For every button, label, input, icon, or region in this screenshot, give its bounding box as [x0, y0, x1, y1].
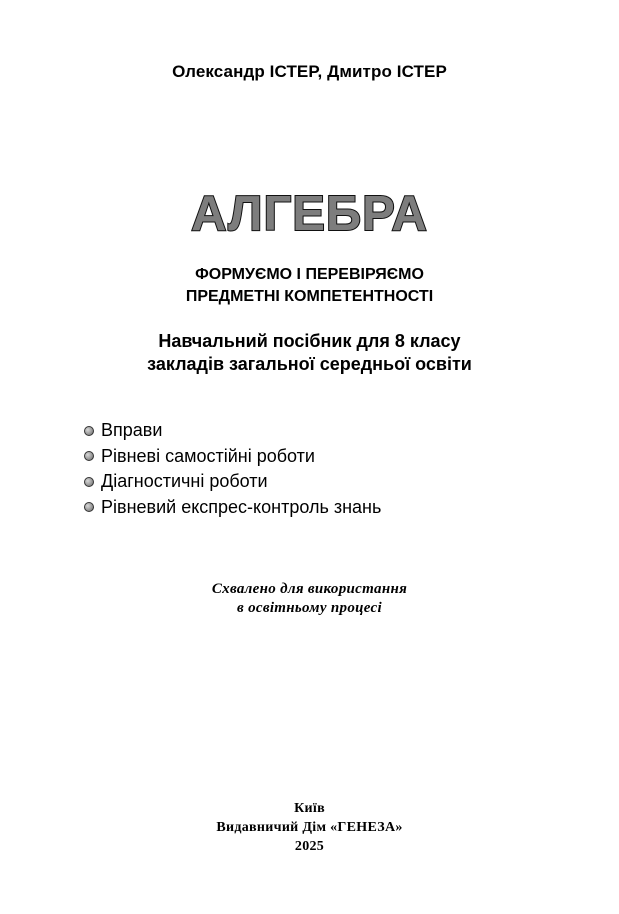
feature-item: [84, 418, 534, 444]
bullet-icon: [84, 477, 94, 487]
bullet-icon: [84, 502, 94, 512]
feature-label: Рівневий експрес-контроль знань: [101, 496, 382, 517]
feature-item: [84, 495, 534, 521]
bullet-icon: [84, 451, 94, 461]
imprint: [0, 799, 619, 856]
feature-label: Діагностичні роботи: [101, 471, 268, 492]
feature-item: [84, 469, 534, 495]
approval-line-2: в освітньому процесі: [237, 600, 382, 616]
imprint-publisher: Видавничий Дім «ГЕНЕЗА»: [216, 820, 403, 835]
manual-description: [0, 330, 619, 376]
imprint-year: 2025: [294, 839, 325, 854]
feature-list: [84, 418, 534, 520]
subtitle: [0, 264, 619, 308]
book-title: АЛГЕБРА: [191, 187, 428, 241]
subtitle-line-2: ПРЕДМЕТНІ КОМПЕТЕНТНОСТІ: [185, 288, 434, 305]
subtitle-line-1: ФОРМУЄМО І ПЕРЕВІРЯЄМО: [195, 266, 424, 283]
manual-line-1: Навчальний посібник для 8 класу: [158, 331, 461, 351]
feature-item: [84, 444, 534, 470]
feature-label: Вправи: [101, 420, 163, 441]
bullet-icon: [84, 426, 94, 436]
imprint-city: Київ: [294, 801, 325, 816]
approval-note: [0, 580, 619, 618]
authors: Олександр ІСТЕР, Дмитро ІСТЕР: [172, 62, 447, 81]
manual-line-2: закладів загальної середньої освіти: [147, 354, 472, 374]
approval-line-1: Схвалено для використання: [211, 581, 408, 597]
feature-label: Рівневі самостійні роботи: [101, 445, 315, 466]
